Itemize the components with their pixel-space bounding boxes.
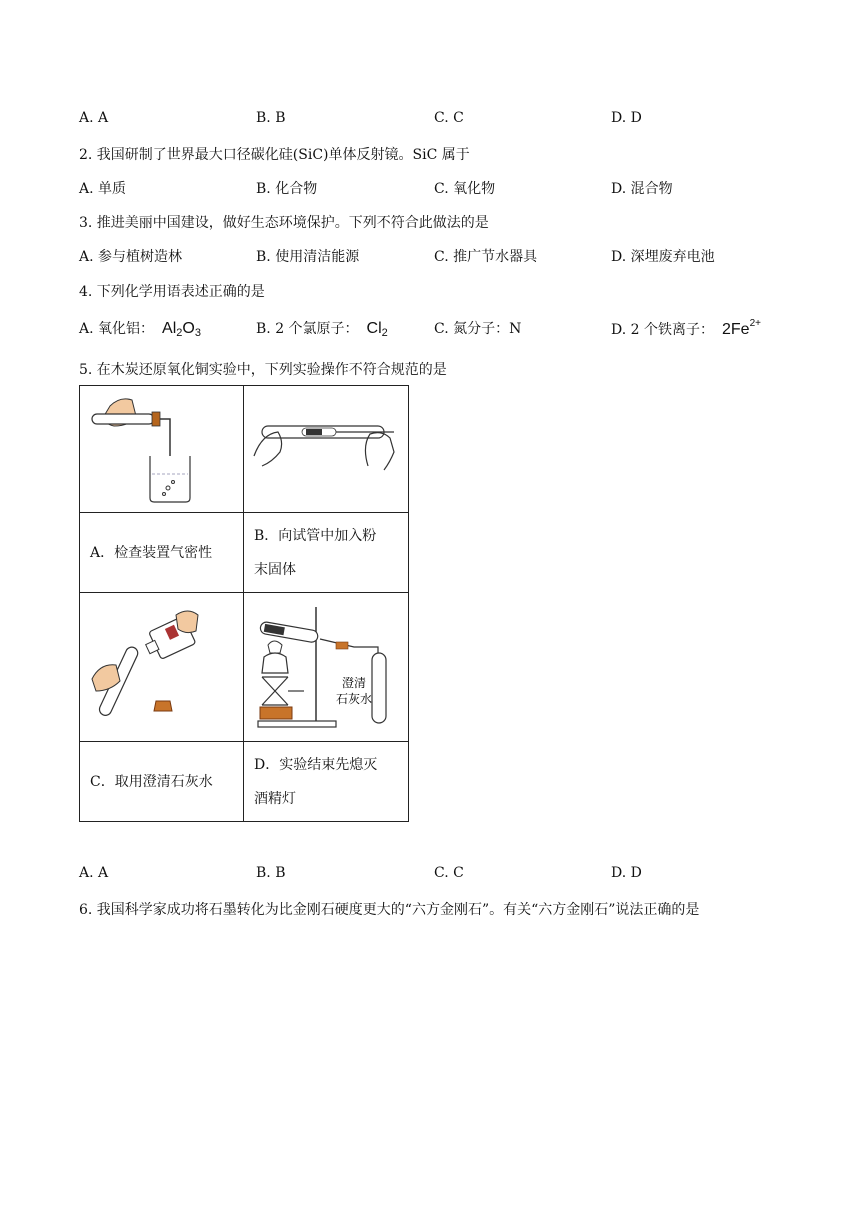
q5-caption-a: A．检查装置气密性 [80,513,244,593]
pour-limewater-icon [80,593,243,741]
q1-option-c: C. C [434,110,464,126]
q4-option-d [611,318,761,339]
q2-options [79,178,799,200]
q2-option-a: A. 单质 [79,181,127,197]
heating-apparatus-icon [244,593,408,741]
airtightness-check-icon [80,386,243,512]
q2-option-d: D. 混合物 [611,181,673,197]
q3-stem: 3. 推进美丽中国建设，做好生态环境保护。下列不符合此做法的是 [79,215,489,231]
q4-formula-cl2: $Cl_2$ [366,320,388,339]
q5-caption-b: B．向试管中加入粉 末固体 [244,513,409,593]
q5-stem: 5. 在木炭还原氧化铜实验中，下列实验操作不符合规范的是 [79,362,447,378]
q4-formula-fe-ion: $2Fe^{2+}$ [721,318,761,338]
q2-option-b: B. 化合物 [256,181,318,197]
q4-formula-al2o3: $Al_2O_3$ [162,320,201,339]
q5-image-b [244,386,409,513]
q1-option-a: A. A [79,110,109,126]
q6-stem: 6. 我国科学家成功将石墨转化为比金刚石硬度更大的“六方金刚石”。有关“六方金刚石”说法正确的是 [79,902,700,918]
q3-option-c: C. 推广节水器具 [434,249,538,265]
q2-stem: 2. 我国研制了世界最大口径碳化硅(SiC)单体反射镜。SiC 属于 [79,147,470,163]
q4-option-a-label: A. 氧化铝： [79,321,155,337]
q4-stem: 4. 下列化学用语表述正确的是 [79,284,265,300]
q3-option-d: D. 深埋废弃电池 [611,249,715,265]
q5-option-d: D. D [611,865,642,881]
q5-option-b: B. B [256,865,286,881]
q5-caption-c: C．取用澄清石灰水 [80,742,244,822]
q1-option-b: B. B [256,110,286,126]
q5-image-c [80,593,244,742]
q5-image-a [80,386,244,513]
q4-option-b-label: B. 2 个氯原子： [256,321,359,337]
limewater-label-line2: 石灰水 [336,692,373,706]
q4-options [79,318,799,340]
q5-experiment-table [79,385,409,822]
q2-option-c: C. 氧化物 [434,181,496,197]
q5-option-c: C. C [434,865,464,881]
q5-option-a: A. A [79,865,109,881]
q4-option-a [79,318,201,339]
q1-options [79,110,799,132]
q4-option-c: C. 氮分子：N [434,321,522,337]
q3-option-b: B. 使用清洁能源 [256,249,360,265]
limewater-label-line1: 澄清 [342,676,367,690]
q4-option-b [256,318,388,339]
q3-options [79,246,799,268]
q5-caption-d: D．实验结束先熄灭 酒精灯 [244,742,409,822]
add-powder-icon [244,386,408,512]
q4-option-d-label: D. 2 个铁离子： [611,322,714,338]
q5-image-d [244,593,409,742]
q1-option-d: D. D [611,110,642,126]
q5-options [79,865,799,887]
q3-option-a: A. 参与植树造林 [79,249,183,265]
